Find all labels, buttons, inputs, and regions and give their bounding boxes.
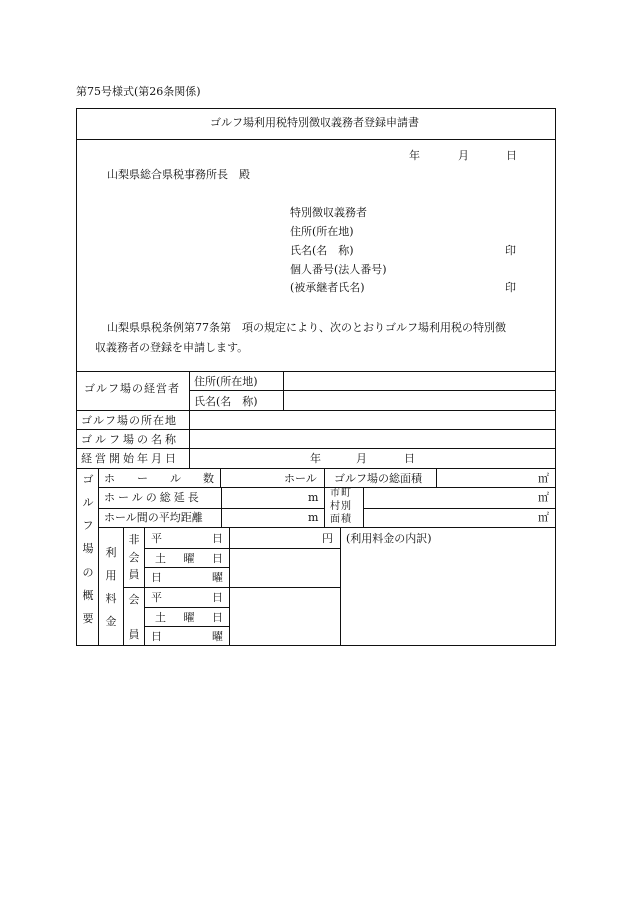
total-area-label: ゴルフ場の総面積	[334, 472, 422, 485]
row-line	[76, 468, 556, 469]
title-divider	[76, 139, 556, 140]
golf-name-label: ゴルフ場の名称	[81, 433, 179, 446]
statement-line-1: 山梨県県税条例第77条第 項の規定により、次のとおりゴルフ場利用税の特別徴	[107, 321, 506, 334]
frame-left	[76, 108, 77, 646]
frame-right	[555, 108, 556, 646]
seal-mark: 印	[505, 281, 516, 294]
overview-vertical-label: ゴ ル フ 場 の 概 要	[82, 473, 94, 625]
total-length-label: ホールの総延長	[104, 491, 202, 504]
seal-mark: 印	[505, 244, 516, 257]
fee-breakdown-label: (利用料金の内訳)	[346, 532, 432, 545]
applicant-name-label: 氏名(名 称)	[290, 244, 354, 257]
start-year-label: 年	[310, 452, 321, 465]
individual-number-label: 個人番号(法人番号)	[290, 263, 387, 276]
document-title: ゴルフ場利用税特別徴収義務者登録申請書	[210, 116, 419, 129]
applicant-address-label: 住所(所在地)	[290, 225, 354, 238]
addressee: 山梨県総合県税事務所長 殿	[107, 168, 250, 181]
start-day-label: 日	[404, 452, 415, 465]
row-line	[123, 587, 340, 588]
col-line	[220, 468, 221, 487]
weekday-label: 平 日	[151, 591, 223, 604]
golf-location-field[interactable]	[190, 411, 555, 429]
weekday-label: 平 日	[151, 532, 223, 545]
usage-fee-vertical-label: 利 用 料 金	[105, 546, 117, 628]
date-day-label: 日	[506, 149, 517, 162]
saturday-label: 土 曜 日	[155, 552, 223, 565]
col-line	[221, 487, 222, 527]
date-year-label: 年	[409, 149, 420, 162]
sqm-unit: ㎡	[538, 511, 549, 524]
operator-name-label: 氏名(名 称)	[194, 395, 258, 408]
form-number: 第75号様式(第26条関係)	[76, 85, 201, 98]
muni-area-line-3: 面積	[330, 514, 352, 525]
col-line	[229, 527, 230, 645]
row-line	[363, 508, 556, 509]
sqm-unit: ㎡	[538, 491, 549, 504]
golf-location-label: ゴルフ場の所在地	[81, 414, 177, 427]
muni-area-line-2: 村別	[330, 501, 352, 512]
saturday-label: 土 曜 日	[155, 611, 223, 624]
operator-address-field[interactable]	[284, 372, 555, 390]
start-month-label: 月	[356, 452, 367, 465]
hole-unit: ホール	[284, 472, 317, 485]
row-line	[98, 508, 325, 509]
hole-count-label: ホ ー ル 数	[104, 472, 214, 485]
member-vertical-label: 会 員	[128, 593, 140, 641]
col-line	[436, 468, 437, 487]
col-line	[123, 527, 124, 645]
row-line	[144, 626, 229, 627]
col-line	[340, 527, 341, 645]
statement-line-2: 収義務者の登録を申請します。	[95, 341, 249, 354]
non-member-vertical-label: 非 会 員	[128, 533, 140, 581]
row-line	[76, 448, 556, 449]
col-line	[98, 468, 99, 645]
successor-name-label: (被承継者氏名)	[290, 281, 365, 294]
col-line	[144, 527, 145, 645]
sqm-unit: ㎡	[538, 472, 549, 485]
row-line	[144, 548, 340, 549]
row-line	[144, 567, 229, 568]
operator-address-label: 住所(所在地)	[194, 375, 258, 388]
meter-unit: m	[308, 511, 319, 524]
frame-bottom	[76, 645, 556, 646]
col-line	[363, 487, 364, 527]
row-line	[98, 487, 556, 488]
golf-name-field[interactable]	[190, 430, 555, 448]
avg-distance-label: ホール間の平均距離	[104, 511, 203, 524]
muni-area-line-1: 市町	[330, 488, 352, 499]
sunday-label: 日 曜	[151, 630, 223, 643]
meter-unit: m	[308, 491, 319, 504]
operator-label: ゴルフ場の経営者	[84, 382, 180, 395]
sunday-label: 日 曜	[151, 571, 223, 584]
frame-top	[76, 108, 556, 109]
yen-unit: 円	[322, 532, 333, 545]
operator-name-field[interactable]	[284, 391, 555, 410]
row-line	[144, 607, 229, 608]
row-line	[98, 527, 556, 528]
date-month-label: 月	[458, 149, 469, 162]
start-date-label: 経営開始年月日	[81, 452, 179, 465]
col-line	[324, 468, 325, 527]
applicant-heading: 特別徴収義務者	[290, 206, 367, 219]
